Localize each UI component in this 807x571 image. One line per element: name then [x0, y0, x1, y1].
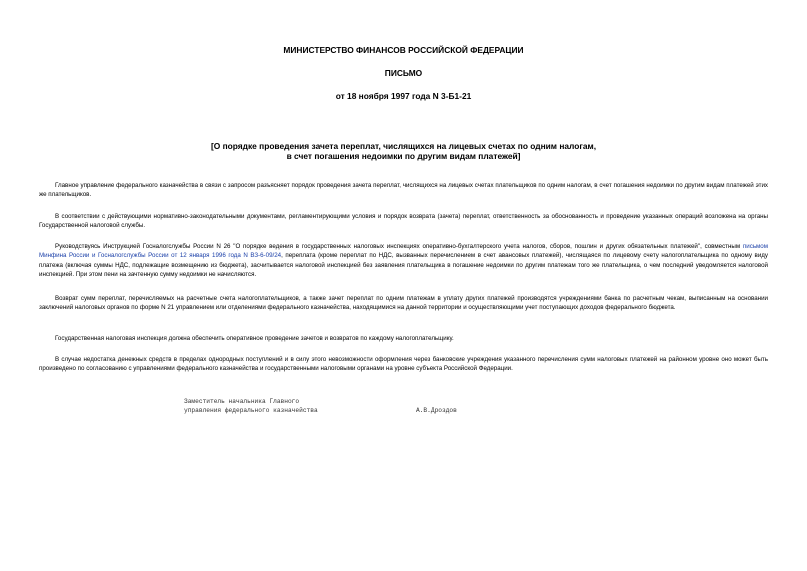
paragraph-3-text-start: Руководствуясь Инструкцией Госналогслужбы России N 26 "О порядке ведения в государственных налоговых инспекциях оперативно-бухгалтерского учета налогов, сборов, пошлин и других обязательных платежей", совместным — [55, 243, 743, 250]
paragraph-3 — [39, 242, 768, 280]
paragraph-6: В случае недостатка денежных средств в пределах однородных поступлений и в силу этого невозможности оформления через банковские учреждения указанного перечисления сумм налоговых платежей на районном уровне оно может быть произведено по согласованию с управлениями федерального казначейства и государственными налоговыми органами на уровне субъекта Российской Федерации. — [39, 356, 768, 373]
document-date-number: от 18 ноября 1997 года N 3-Б1-21 — [335, 91, 472, 101]
signatory-position-line-1: Заместитель начальника Главного — [184, 398, 300, 405]
document-title-line-2: в счет погашения недоимки по другим видам платежей] — [286, 151, 521, 161]
paragraph-1: Главное управление федерального казначейства в связи с запросом разъясняет порядок проведения зачета переплат, числящихся на лицевых счетах плательщиков по одним налогам, в счет погашения недоимки по другим видам платежей этих же плательщиков. — [39, 182, 768, 199]
document-title-line-1: [О порядке проведения зачета переплат, числящихся на лицевых счетах по одним налогам, — [210, 141, 597, 151]
paragraph-4: Возврат сумм переплат, перечисляемых на расчетные счета налогоплательщиков, а также зачет переплат по одним платежам в уплату других платежей производятся учреждениями банка по расчетным чекам, выписанным на основании заключений налоговых органов по форме N 21 управлением или отделениями федерального казначейства, находящимися на данной территории и осуществляющими учет поступающих доходов федерального бюджета. — [39, 295, 768, 312]
paragraph-5: Государственная налоговая инспекция должна обеспечить оперативное проведение зачетов и возвратов по каждому налогоплательщику. — [55, 335, 454, 342]
document-type: ПИСЬМО — [384, 68, 423, 78]
signatory-name: А.В.Дроздов — [416, 407, 457, 414]
ministry-name: МИНИСТЕРСТВО ФИНАНСОВ РОССИЙСКОЙ ФЕДЕРАЦИИ — [283, 45, 524, 55]
signatory-position-line-2: управления федерального казначейства — [184, 407, 318, 414]
referenced-letter-link[interactable]: письмом Минфина России и Госналогслужбы России от 12 января 1996 года N ВЗ-6-09/24 — [39, 243, 768, 260]
paragraph-3-text-end: , переплата (кроме переплат по НДС, вызванных перечислением в счет авансовых платежей), числящаяся по лицевому счету налогоплательщика по одному виду платежа (включая суммы НДС, подлежащие возмещению из бюджета), засчитывается налоговой инспекцией без заявления плательщика в погашение недоимки по другим платежам того же плательщика, о чем последний уведомляется налоговой инспекцией. При этом пени на зачтенную сумму недоимки не начисляются. — [39, 252, 768, 279]
paragraph-2: В соответствии с действующими нормативно-законодательными документами, регламентирующими условия и порядок возврата (зачета) переплат, ответственность за обоснованность и проведение указанных операций возложена на органы Государственной налоговой службы. — [39, 213, 768, 230]
